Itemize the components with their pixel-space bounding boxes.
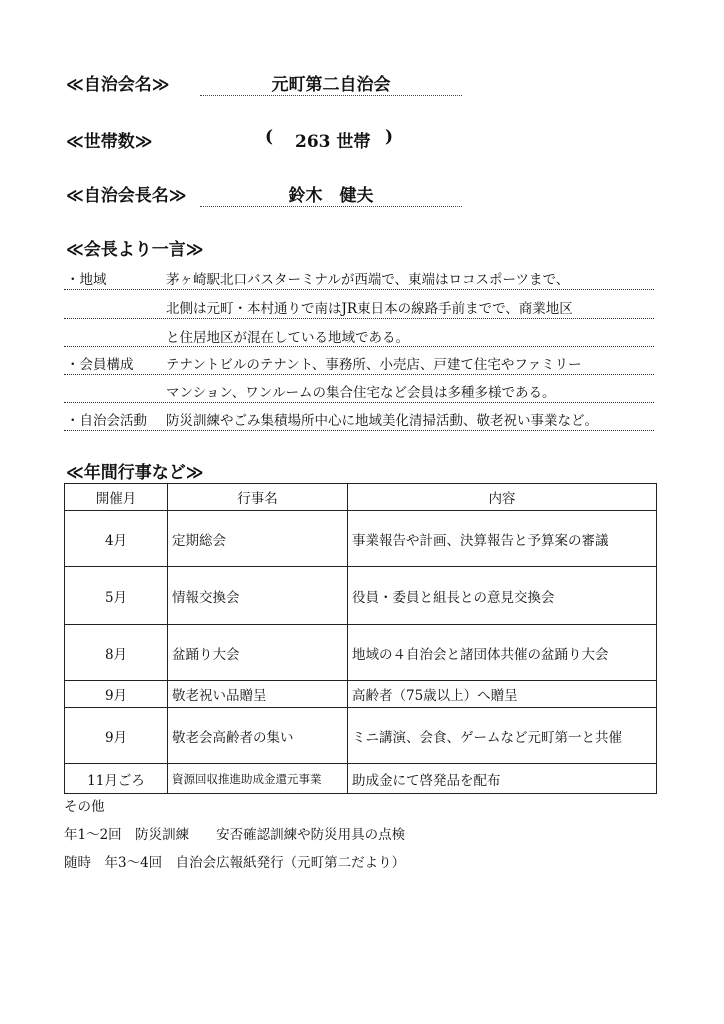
event-name: 盆踊り大会 [168, 625, 348, 681]
row-divider [64, 374, 654, 375]
event-month: 9月 [65, 681, 168, 708]
event-content: 高齢者（75歳以上）へ贈呈 [348, 681, 657, 708]
message-heading: ≪会長より一言≫ [66, 240, 204, 260]
row-divider [64, 430, 654, 431]
chair-name-value: 鈴木 健夫 [288, 186, 374, 206]
events-table [64, 483, 657, 794]
other-line: 随時 年3～4回 自治会広報紙発行（元町第二だより） [64, 855, 406, 871]
row-divider [64, 289, 654, 290]
row-divider [64, 402, 654, 403]
events-heading: ≪年間行事など≫ [66, 463, 204, 483]
assoc-name-label: ≪自治会名≫ [66, 75, 170, 95]
chair-name-label: ≪自治会長名≫ [66, 186, 187, 206]
message-row-text: 防災訓練やごみ集積場所中心に地域美化清掃活動、敬老祝い事業など。 [166, 413, 598, 429]
column-header: 行事名 [168, 484, 348, 511]
event-month: 8月 [65, 625, 168, 681]
event-name: 敬老会高齢者の集い [168, 708, 348, 764]
table-header-row [65, 484, 657, 511]
other-heading: その他 [64, 799, 105, 815]
event-month: 5月 [65, 567, 168, 625]
households-open-paren: ( [265, 127, 274, 147]
message-row-label: ・自治会活動 [66, 413, 147, 429]
table-row [65, 708, 657, 764]
row-divider [64, 346, 654, 347]
event-name: 定期総会 [168, 511, 348, 567]
message-row-text: と住居地区が混在している地域である。 [166, 330, 409, 346]
households-close-paren: ) [385, 127, 394, 147]
column-header: 開催月 [65, 484, 168, 511]
event-name: 敬老祝い品贈呈 [168, 681, 348, 708]
households-label: ≪世帯数≫ [66, 132, 153, 152]
table-row [65, 625, 657, 681]
event-content: 地域の４自治会と諸団体共催の盆踊り大会 [348, 625, 657, 681]
event-content: 助成金にて啓発品を配布 [348, 764, 657, 794]
other-line: 年1～2回 防災訓練 安否確認訓練や防災用具の点検 [64, 827, 406, 843]
event-month: 11月ごろ [65, 764, 168, 794]
event-name: 情報交換会 [168, 567, 348, 625]
message-row-text: テナントビルのテナント、事務所、小売店、戸建て住宅やファミリー [166, 357, 582, 373]
table-row [65, 567, 657, 625]
assoc-name-value: 元町第二自治会 [271, 75, 391, 95]
assoc-name-underline [200, 95, 462, 96]
households-value: 263 世帯 [295, 132, 371, 152]
event-content: 事業報告や計画、決算報告と予算案の審議 [348, 511, 657, 567]
table-row [65, 511, 657, 567]
column-header: 内容 [348, 484, 657, 511]
message-row-label: ・地域 [66, 272, 107, 288]
table-row [65, 681, 657, 708]
message-row-text: 北側は元町・本村通りで南はJR東日本の線路手前までで、商業地区 [166, 301, 573, 317]
event-month: 9月 [65, 708, 168, 764]
message-row-text: マンション、ワンルームの集合住宅など会員は多種多様である。 [166, 385, 556, 401]
chair-name-underline [200, 206, 462, 207]
event-content: ミニ講演、会食、ゲームなど元町第一と共催 [348, 708, 657, 764]
message-row-label: ・会員構成 [66, 357, 134, 373]
event-name: 資源回収推進助成金還元事業 [168, 764, 348, 794]
table-row [65, 764, 657, 794]
row-divider [64, 318, 654, 319]
event-content: 役員・委員と組長との意見交換会 [348, 567, 657, 625]
event-month: 4月 [65, 511, 168, 567]
message-row-text: 茅ヶ崎駅北口バスターミナルが西端で、東端はロコスポーツまで、 [166, 272, 570, 288]
